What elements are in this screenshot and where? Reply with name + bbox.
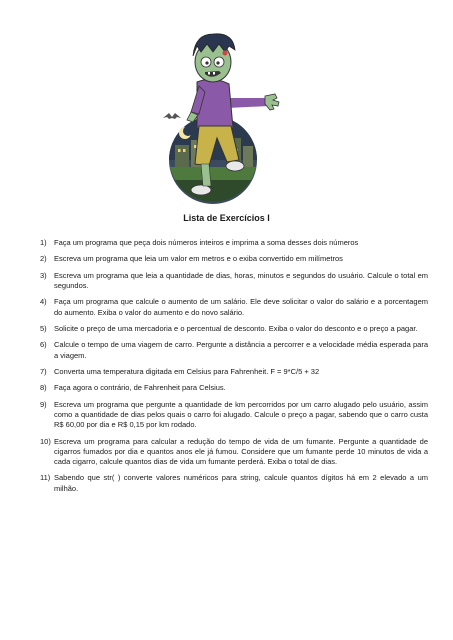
list-item	[40, 383, 428, 393]
item-text: Faça um programa que peça dois números inteiros e imprima a soma desses dois números	[54, 238, 359, 247]
document-title: Lista de Exercícios I	[183, 213, 270, 223]
item-number: 9)	[40, 399, 47, 409]
item-number: 4)	[40, 297, 47, 307]
list-item	[40, 254, 428, 264]
list-item	[40, 367, 428, 377]
item-text: Escreva um programa que pergunte a quantidade de km percorridos por um carro alugado pelo usuário, assim como a quantidade de dias pelos quais o carro foi alugado. Calcule o preço a pagar, sabendo que o carro custa R$ 60,00 por dia e R$ 0,15 por km rodado.	[54, 399, 428, 430]
list-item	[40, 400, 428, 431]
item-number: 11)	[40, 473, 51, 483]
list-item	[40, 437, 428, 468]
item-text: Faça agora o contrário, de Fahrenheit para Celsius.	[54, 383, 226, 393]
item-number: 6)	[40, 340, 47, 350]
item-number: 5)	[40, 323, 47, 333]
list-item	[40, 340, 428, 360]
item-text: Converta uma temperatura digitada em Celsius para Fahrenheit. F = 9*C/5 + 32	[54, 366, 320, 376]
item-number: 7)	[40, 366, 47, 376]
item-text: Solicite o preço de uma mercadoria e o percentual de desconto. Exiba o valor do desconto e o preço a pagar.	[54, 323, 418, 333]
list-item	[40, 271, 428, 291]
item-number: 1)	[40, 238, 47, 247]
list-item	[40, 238, 428, 248]
list-item	[40, 473, 428, 493]
item-number: 2)	[40, 254, 47, 264]
item-text: Escreva um programa que leia um valor em metros e o exiba convertido em milímetros	[54, 254, 343, 264]
item-text: Escreva um programa que leia a quantidade de dias, horas, minutos e segundos do usuário. Calcule o total em segundos.	[54, 270, 428, 290]
item-text: Calcule o tempo de uma viagem de carro. Pergunte a distância a percorrer e a velocidade média esperada para a viagem.	[54, 340, 428, 360]
item-text: Faça um programa que calcule o aumento de um salário. Ele deve solicitar o valor do salário e a porcentagem do aumento. Exiba o valor do aumento e do novo salário.	[54, 297, 428, 317]
item-number: 3)	[40, 270, 47, 280]
item-text: Sabendo que str( ) converte valores numéricos para string, calcule quantos dígitos há em 2 elevado a um milhão.	[54, 473, 428, 493]
list-item	[40, 297, 428, 317]
zombie-illustration-icon	[155, 20, 285, 205]
exercise-list	[40, 238, 428, 500]
item-text: Escreva um programa para calcular a redução do tempo de vida de um fumante. Pergunte a quantidade de cigarros fumados por dia e quantos anos ele já fumou. Considere que um fumante perde 10 minutos de vida a cada cigarro, calcule quantos dias de vida um fumante perderá. Exiba o total de dias.	[54, 436, 428, 466]
item-number: 10)	[40, 436, 51, 446]
list-item	[40, 324, 428, 334]
item-number: 8)	[40, 383, 47, 393]
